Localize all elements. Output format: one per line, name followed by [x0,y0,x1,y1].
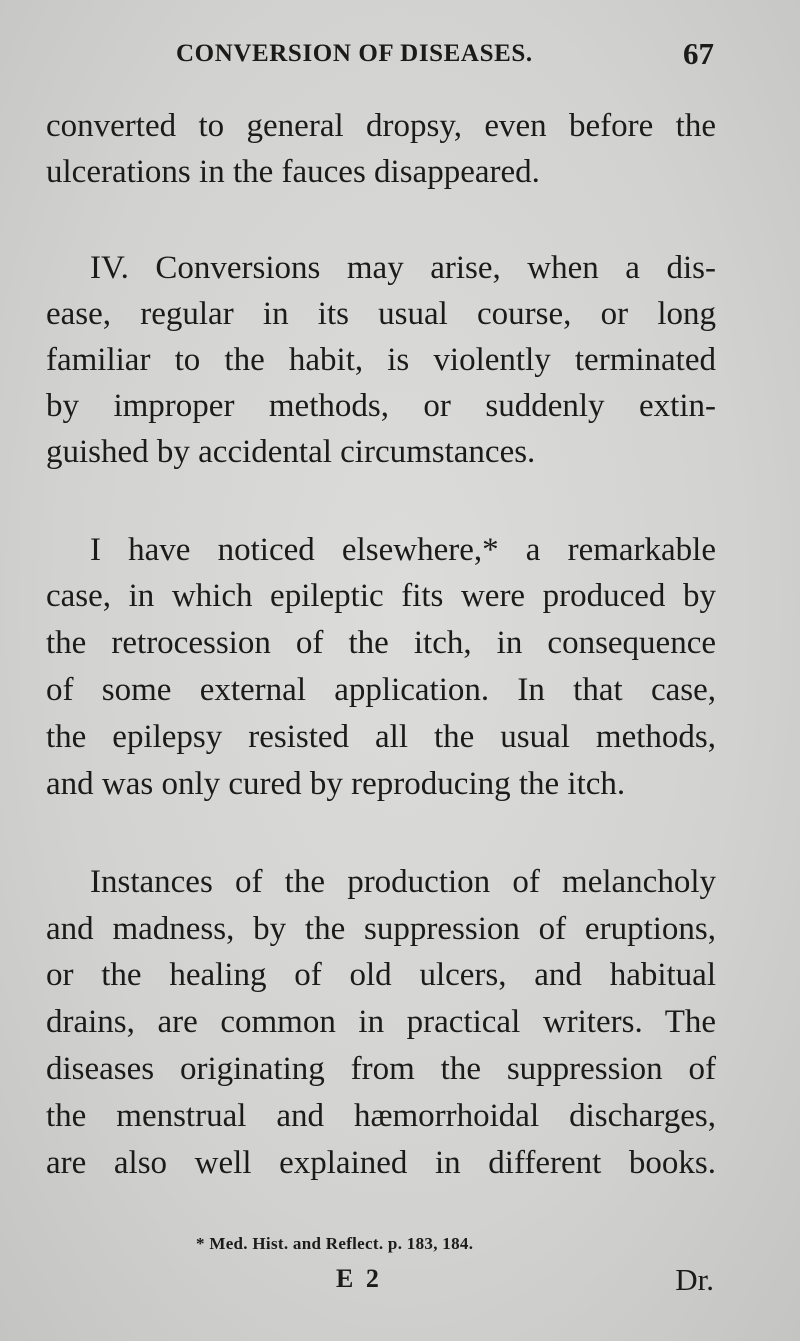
paragraph-1-line-1: converted to general dropsy, even before the [46,108,716,144]
paragraph-4-line-1: Instances of the production of melancholy [90,864,716,900]
paragraph-3-line-4: of some external application. In that case, [46,672,716,708]
paragraph-2-line-3: familiar to the habit, is violently terminated [46,342,716,378]
page-number: 67 [683,36,714,71]
paragraph-3-line-1: I have noticed elsewhere,* a remarkable [90,532,716,568]
signature-mark: E 2 [336,1264,382,1293]
paragraph-2-line-4: by improper methods, or suddenly extin- [46,388,716,424]
paragraph-4-line-6: the menstrual and hæmorrhoidal discharges, [46,1098,716,1134]
paragraph-1-line-2: ulcerations in the fauces disappeared. [46,154,540,190]
paragraph-2-line-1: IV. Conversions may arise, when a dis- [90,250,716,286]
catchword: Dr. [675,1262,714,1297]
paragraph-4-line-4: drains, are common in practical writers. The [46,1004,716,1040]
paragraph-4-line-7: are also well explained in different books. [46,1145,716,1181]
paragraph-2-line-2: ease, regular in its usual course, or long [46,296,716,332]
paragraph-3-line-2: case, in which epileptic fits were produced by [46,578,716,614]
paragraph-4-line-5: diseases originating from the suppression of [46,1051,716,1087]
paragraph-3-line-5: the epilepsy resisted all the usual methods, [46,719,716,755]
paragraph-4-line-2: and madness, by the suppression of eruptions, [46,911,716,947]
footnote: * Med. Hist. and Reflect. p. 183, 184. [196,1234,474,1253]
paragraph-4-line-3: or the healing of old ulcers, and habitual [46,957,716,993]
paragraph-3-line-6: and was only cured by reproducing the itch. [46,766,626,802]
paragraph-3-line-3: the retrocession of the itch, in consequence [46,625,716,661]
running-head-title: CONVERSION OF DISEASES. [176,40,533,67]
paragraph-2-line-5: guished by accidental circumstances. [46,434,536,470]
